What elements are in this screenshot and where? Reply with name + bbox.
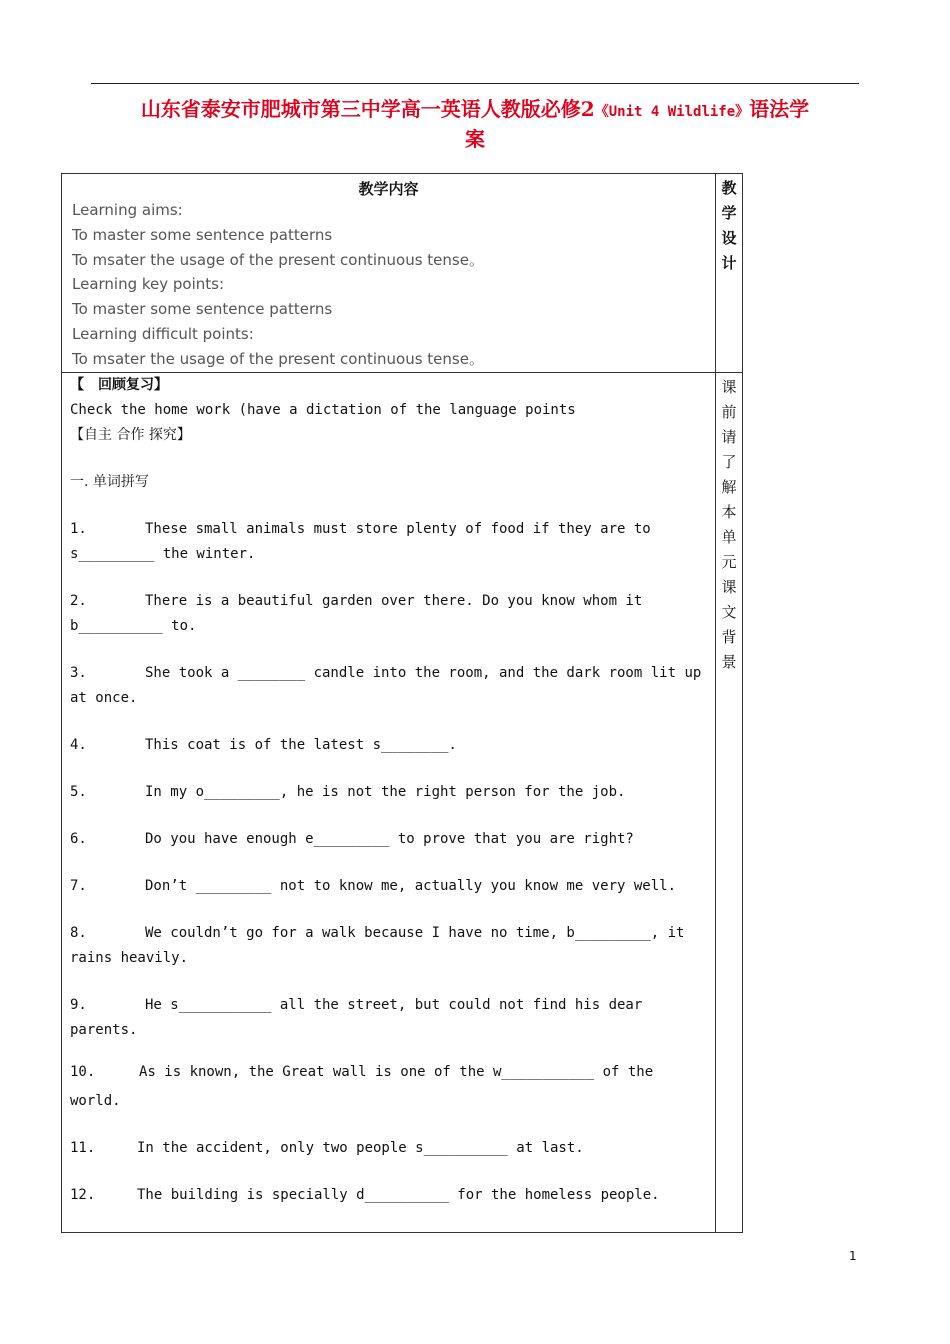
design-char: 设 [721,229,737,247]
side-note-char: 单 [721,527,737,546]
exercise-item: 2. There is a beautiful garden over there. Do you know whom it [70,592,643,609]
title-part-unit: 《Unit 4 Wildlife》 [594,104,750,120]
side-note-char: 元 [721,552,737,571]
side-note-char: 前 [721,402,737,421]
side-note-char: 本 [721,502,737,521]
exercise-item: 12. The building is specially d__________ for the homeless people. [70,1186,660,1203]
side-note-char: 文 [721,602,737,621]
header-rule [91,83,859,84]
title-part-2: 语法学 [749,97,810,121]
exercise-item-cont: world. [70,1092,121,1109]
exercise-item-cont: s_________ the winter. [70,545,256,562]
side-note [716,375,742,675]
design-heading [716,176,742,276]
aims-line: To msater the usage of the present continuous tense。 [72,349,484,368]
aims-block [72,198,715,372]
aims-line: Learning aims: [72,201,183,219]
exercise-item: 6. Do you have enough e_________ to prove that you are right? [70,830,634,847]
content-heading: 教学内容 [358,180,419,198]
exercise-item-cont: b__________ to. [70,617,197,634]
content-cell [62,174,716,373]
exercise-item: 5. In my o_________, he is not the right person for the job. [70,783,626,800]
title-part-1: 山东省泰安市肥城市第三中学高一英语人教版必修2 [140,97,595,121]
design-cell [716,174,743,373]
exercise-body [62,373,715,1208]
aims-line: Learning difficult points: [72,324,254,343]
page-title [88,96,862,153]
exercise-item: 3. She took a ________ candle into the room, and the dark room lit up [70,664,702,681]
side-note-char: 了 [721,452,737,471]
exercise-item: 8. We couldn’t go for a walk because I have no time, b_________, it [70,924,685,941]
aims-line: To master some sentence patterns [72,300,333,319]
exercise-item: 1. These small animals must store plenty of food if they are to [70,520,651,537]
explore-heading: 【自主 合作 探究】 [70,426,191,443]
exercise-item: 9. He s___________ all the street, but could not find his dear [70,996,643,1013]
exercise-item: 7. Don’t _________ not to know me, actually you know me very well. [70,877,677,894]
design-char: 计 [721,254,737,272]
side-note-char: 课 [721,377,737,396]
side-note-char: 景 [721,652,737,671]
aims-line: Learning key points: [72,275,225,294]
section-title: 一. 单词拼写 [70,473,149,490]
side-note-char: 解 [721,477,737,496]
lesson-table [61,173,743,1233]
exercise-item: 4. This coat is of the latest s________. [70,736,457,753]
exercise-item: 10. As is known, the Great wall is one of the w___________ of the [70,1063,654,1080]
title-line-2: 案 [465,127,485,151]
exercise-cell [62,372,716,1232]
page-number: 1 [849,1249,857,1263]
side-note-char: 背 [721,627,737,646]
review-text: Check the home work (have a dictation of the language points [70,401,576,418]
side-note-char: 请 [721,427,737,446]
design-char: 学 [721,204,737,222]
side-note-char: 课 [721,577,737,596]
exercise-item-cont: at once. [70,689,138,706]
review-heading: 【 回顾复习】 [70,376,168,393]
exercise-item: 11. In the accident, only two people s__________ at last. [70,1139,584,1156]
aims-line: To master some sentence patterns [72,225,333,244]
exercise-item-cont: rains heavily. [70,949,189,966]
aims-line: To msater the usage of the present continuous tense。 [72,250,484,269]
exercise-item-cont: parents. [70,1021,138,1038]
side-note-cell [716,372,743,1232]
design-char: 教 [721,179,737,197]
